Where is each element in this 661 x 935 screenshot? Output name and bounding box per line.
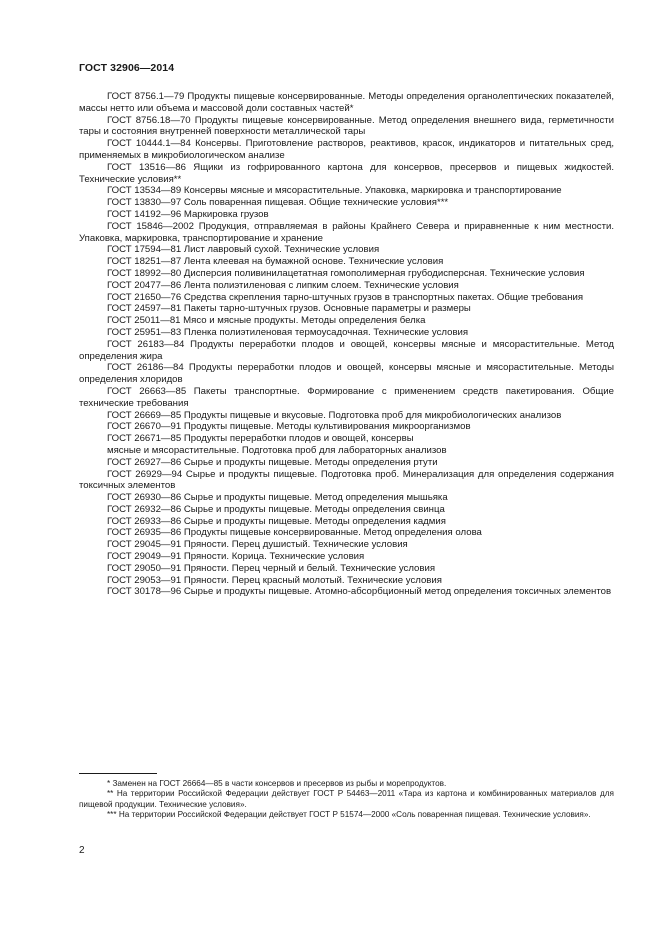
list-item: ГОСТ 26669—85 Продукты пищевые и вкусовые. Подготовка проб для микробиологических анализов — [107, 409, 562, 421]
list-item: ГОСТ 15846—2002 Продукция, отправляемая в районы Крайнего Севера и приравненные к ним местности. Упаковка, маркировка, транспортирование и хранение — [79, 220, 614, 244]
list-item: ГОСТ 14192—96 Маркировка грузов — [107, 208, 269, 220]
list-item: ГОСТ 24597—81 Пакеты тарно-штучных грузов. Основные параметры и размеры — [107, 303, 471, 315]
footnote: ** На территории Российской Федерации действует ГОСТ Р 54463—2011 «Тара из картона и комбинированных материалов для пищевой продукции. Технические условия». — [79, 789, 614, 809]
list-item: ГОСТ 18251—87 Лента клеевая на бумажной основе. Технические условия — [107, 256, 444, 268]
footnote-divider — [79, 773, 157, 774]
list-item: ГОСТ 26671—85 Продукты переработки плодов и овощей, консервы — [107, 433, 414, 445]
list-item: ГОСТ 26183—84 Продукты переработки плодов и овощей, консервы мясные и мясорастительные. Метод определения жира — [79, 338, 614, 362]
list-item: ГОСТ 26927—86 Сырье и продукты пищевые. Методы определения ртути — [107, 456, 438, 468]
list-item: ГОСТ 30178—96 Сырье и продукты пищевые. Атомно-абсорбционный метод определения токсичных элементов — [107, 586, 612, 598]
list-item: ГОСТ 10444.1—84 Консервы. Приготовление растворов, реактивов, красок, индикаторов и питательных сред, применяемых в микробиологическом анализе — [79, 138, 614, 161]
list-item: ГОСТ 26663—85 Пакеты транспортные. Формирование с применением средств пакетирования. Общие технические требования — [79, 385, 614, 409]
list-item: ГОСТ 17594—81 Лист лавровый сухой. Технические условия — [107, 244, 380, 256]
normative-references-list — [79, 91, 614, 598]
list-item: ГОСТ 26930—86 Сырье и продукты пищевые. Метод определения мышьяка — [107, 492, 448, 504]
list-item: ГОСТ 25011—81 Мясо и мясные продукты. Методы определения белка — [107, 315, 426, 327]
list-item: ГОСТ 26186—84 Продукты переработки плодов и овощей, консервы мясные и мясорастительные. Методы определения хлоридов — [79, 362, 614, 386]
list-item: ГОСТ 26670—91 Продукты пищевые. Методы культивирования микроорганизмов — [107, 421, 471, 433]
page-number: 2 — [79, 845, 85, 856]
list-item: ГОСТ 26935—86 Продукты пищевые консервированные. Метод определения олова — [107, 527, 482, 539]
list-item: ГОСТ 8756.1—79 Продукты пищевые консервированные. Методы определения органолептических показателей, массы нетто или объема и массовой доли составных частей* — [79, 91, 614, 114]
page-header-title: ГОСТ 32906—2014 — [79, 62, 175, 74]
footnote: *** На территории Российской Федерации действует ГОСТ Р 51574—2000 «Соль поваренная пищевая. Технические условия». — [107, 810, 591, 820]
list-item-continuation: мясные и мясорастительные. Подготовка проб для лабораторных анализов — [107, 444, 447, 456]
list-item: ГОСТ 13516—86 Ящики из гофрированного картона для консервов, пресервов и пищевых жидкостей. Технические условия** — [79, 161, 614, 185]
list-item: ГОСТ 8756.18—70 Продукты пищевые консервированные. Метод определения внешнего вида, герметичности тары и состояния внутренней поверхности металлической тары — [79, 114, 614, 138]
list-item: ГОСТ 29050—91 Пряности. Перец черный и белый. Технические условия — [107, 562, 436, 574]
list-item: ГОСТ 20477—86 Лента полиэтиленовая с липким слоем. Технические условия — [107, 279, 459, 291]
list-item: ГОСТ 29049—91 Пряности. Корица. Технические условия — [107, 551, 365, 563]
list-item: ГОСТ 26932—86 Сырье и продукты пищевые. Методы определения свинца — [107, 503, 445, 515]
list-item: ГОСТ 18992—80 Дисперсия поливинилацетатная гомополимерная грубодисперсная. Технические условия — [107, 267, 585, 279]
list-item: ГОСТ 13534—89 Консервы мясные и мясорастительные. Упаковка, маркировка и транспортирование — [107, 185, 562, 197]
list-item: ГОСТ 13830—97 Соль поваренная пищевая. Общие технические условия*** — [107, 197, 449, 209]
list-item: ГОСТ 29053—91 Пряности. Перец красный молотый. Технические условия — [107, 574, 442, 586]
footnote: * Заменен на ГОСТ 26664—85 в части консервов и пресервов из рыбы и морепродуктов. — [107, 779, 447, 788]
list-item: ГОСТ 26929—94 Сырье и продукты пищевые. Подготовка проб. Минерализация для определения содержания токсичных элементов — [79, 468, 614, 492]
footnotes — [79, 779, 614, 821]
list-item: ГОСТ 21650—76 Средства скрепления тарно-штучных грузов в транспортных пакетах. Общие требования — [107, 291, 584, 303]
list-item: ГОСТ 29045—91 Пряности. Перец душистый. Технические условия — [107, 539, 408, 551]
list-item: ГОСТ 26933—86 Сырье и продукты пищевые. Методы определения кадмия — [107, 515, 446, 527]
list-item: ГОСТ 25951—83 Пленка полиэтиленовая термоусадочная. Технические условия — [107, 326, 469, 338]
